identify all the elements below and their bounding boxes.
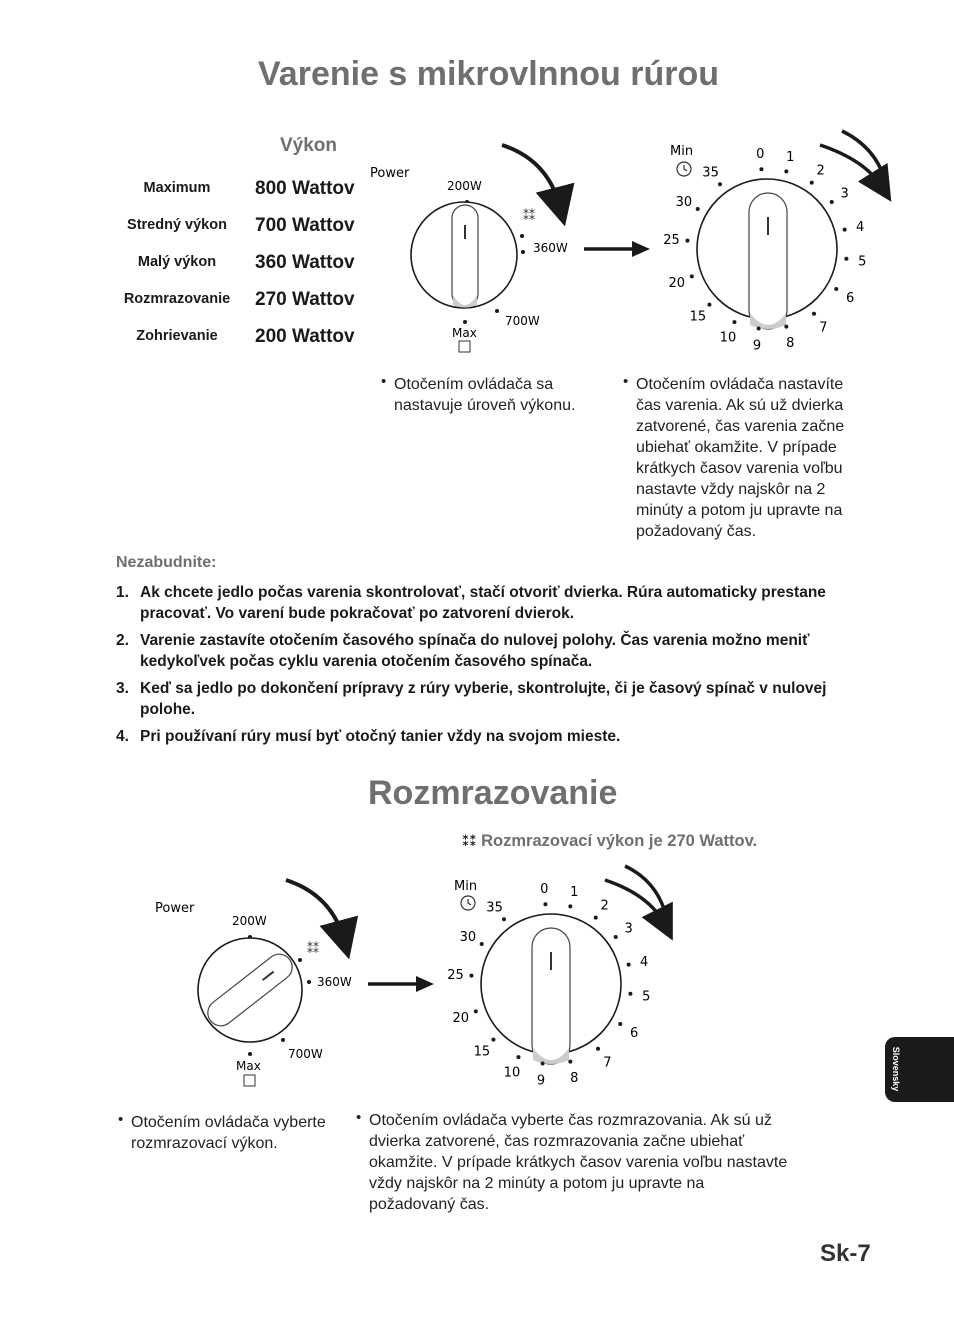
dial-label-200w: 200W <box>232 914 267 928</box>
timer-tick <box>614 935 618 939</box>
timer-tick <box>618 1022 622 1026</box>
timer-number-label: 10 <box>503 1065 521 1081</box>
max-icon <box>459 341 470 352</box>
dial-label-700w: 700W <box>505 314 540 328</box>
knob-grip <box>749 193 787 329</box>
timer-tick <box>696 207 700 211</box>
knob-grip <box>452 205 478 307</box>
timer-tick <box>541 1062 545 1066</box>
note-item: 4. Pri používaní rúry musí byť otočný tanier vždy na svojom mieste. <box>116 728 621 745</box>
section-title-cooking: Varenie s mikrovlnnou rúrou <box>258 55 720 93</box>
timer-number-label: 1 <box>570 884 579 900</box>
timer-min-label: Min <box>454 879 478 894</box>
dial-tick <box>521 250 525 254</box>
timer-number-label: 4 <box>640 954 649 970</box>
language-tab: Slovensky <box>885 1037 954 1102</box>
timer-number-label: 3 <box>624 921 633 937</box>
timer-tick <box>784 169 788 173</box>
timer-number-label: 2 <box>816 163 825 179</box>
power-heading: Výkon <box>280 135 338 156</box>
rotate-arrow-icon <box>605 880 665 925</box>
timer-tick <box>685 239 689 243</box>
dial-tick <box>248 1052 252 1056</box>
power-mode-label: Malý výkon <box>137 254 217 270</box>
note-item: 3. Keď sa jedlo po dokončení prípravy z rúry vyberie, skontrolujte, či je časový spínač v nulovej polohe. <box>116 680 827 718</box>
timer-number-label: 5 <box>642 989 651 1005</box>
note-item: 2. Varenie zastavíte otočením časového spínača do nulovej polohy. Čas varenia možno meniť kedykoľvek počas cyklu varenia otočením časového spínača. <box>116 632 810 670</box>
defrost-icon: ⁑⁑ <box>462 833 477 849</box>
timer-number-label: 25 <box>663 232 680 248</box>
right-arrow-icon <box>582 238 652 260</box>
timer-number-label: 6 <box>629 1026 639 1041</box>
timer-tick <box>474 1009 478 1013</box>
power-watts-label: 700 Wattov <box>255 215 355 236</box>
timer-number-label: 35 <box>702 165 719 181</box>
page-number: Sk-7 <box>820 1240 871 1267</box>
dial-tick <box>463 320 467 324</box>
defrost-timer-caption: • Otočením ovládača vyberte čas rozmrazovania. Ak sú už dvierka zatvorené, čas rozmrazovania začne ubiehať okamžite. V prípade krátkych časov varenia voľbu nastavte vždy najskôr na 2 minúty a potom ju upravte na požadovaný čas. <box>356 1109 788 1213</box>
timer-number-label: 6 <box>845 291 855 306</box>
timer-number-label: 15 <box>689 309 707 325</box>
timer-number-label: 3 <box>840 186 849 202</box>
knob-grip <box>532 928 570 1064</box>
timer-tick <box>480 942 484 946</box>
timer-tick <box>812 312 816 316</box>
rotate-arrow-icon <box>820 145 882 187</box>
right-arrow-icon <box>366 973 436 995</box>
timer-tick <box>707 303 711 307</box>
dial-tick <box>495 309 499 313</box>
power-watts-label: 200 Wattov <box>255 326 355 347</box>
timer-number-label: 0 <box>756 147 765 163</box>
timer-tick <box>568 1060 572 1064</box>
max-icon <box>244 1075 255 1086</box>
timer-tick <box>718 182 722 186</box>
timer-number-label: 7 <box>819 320 828 336</box>
dial-label-360w: 360W <box>533 241 568 255</box>
note-item: 1. Ak chcete jedlo počas varenia skontrolovať, stačí otvoriť dvierka. Rúra automaticky prestane pracovať. Vo varení bude pokračovať po zatvorení dvierok. <box>116 584 826 622</box>
timer-number-label: 10 <box>719 330 737 346</box>
timer-tick <box>830 200 834 204</box>
timer-tick <box>502 917 506 921</box>
rotate-arrow-icon <box>502 145 560 207</box>
timer-number-label: 9 <box>536 1073 546 1089</box>
dial-label-200w: 200W <box>447 179 482 193</box>
timer-number-label: 1 <box>786 149 795 165</box>
power-mode-label: Stredný výkon <box>127 217 227 233</box>
power-watts-label: 800 Wattov <box>255 178 355 199</box>
defrost-icon: ⁑⁑ <box>307 942 319 956</box>
timer-number-label: 25 <box>447 967 464 983</box>
dial-label-max: Max <box>236 1059 261 1073</box>
power-mode-label: Maximum <box>143 180 211 196</box>
power-mode-label: Zohrievanie <box>136 328 218 344</box>
power-dial-illustration <box>150 870 370 1095</box>
timer-min-label: Min <box>670 144 694 159</box>
power-watts-label: 360 Wattov <box>255 252 355 273</box>
timer-tick <box>844 257 848 261</box>
power-watts-label: 270 Wattov <box>255 289 355 310</box>
timer-number-label: 8 <box>786 336 795 352</box>
timer-tick <box>594 916 598 920</box>
timer-caption: • Otočením ovládača nastavíte čas varenia. Ak sú už dvierka zatvorené, čas varenia začne ubiehať okamžite. V prípade krátkych časov varenia voľbu nastavte vždy najskôr na 2 minúty a potom ju upravte na požadovaný čas. <box>623 373 845 540</box>
timer-tick <box>543 902 547 906</box>
power-label: Power <box>155 901 195 916</box>
timer-tick <box>759 167 763 171</box>
timer-tick <box>732 320 736 324</box>
power-label: Power <box>370 166 410 181</box>
timer-tick <box>834 287 838 291</box>
timer-dial-illustration <box>445 860 685 1100</box>
timer-number-label: 4 <box>856 219 865 235</box>
timer-tick <box>784 325 788 329</box>
dial-label-700w: 700W <box>288 1047 323 1061</box>
timer-number-label: 20 <box>452 1010 470 1026</box>
defrost-icon: ⁑⁑ <box>523 209 535 223</box>
power-caption: • Otočením ovládača sa nastavuje úroveň výkonu. <box>381 373 576 414</box>
defrost-note: ⁑⁑ Rozmrazovací výkon je 270 Wattov. <box>462 832 758 850</box>
timer-number-label: 30 <box>459 930 477 945</box>
dial-tick <box>281 1038 285 1042</box>
timer-number-label: 5 <box>858 254 867 270</box>
power-mode-label: Rozmrazovanie <box>123 291 231 307</box>
dial-tick <box>520 234 524 238</box>
dial-tick <box>307 980 311 984</box>
timer-tick <box>491 1038 495 1042</box>
defrost-power-caption: • Otočením ovládača vyberte rozmrazovací výkon. <box>118 1111 326 1152</box>
timer-number-label: 0 <box>540 882 549 898</box>
timer-number-label: 30 <box>675 195 693 210</box>
timer-tick <box>757 327 761 331</box>
notes-heading: Nezabudnite: <box>116 554 217 571</box>
timer-tick <box>843 228 847 232</box>
dial-label-max: Max <box>452 326 477 340</box>
timer-tick <box>516 1055 520 1059</box>
timer-tick <box>568 904 572 908</box>
rotate-arrow-icon <box>286 880 344 940</box>
timer-tick <box>627 963 631 967</box>
timer-dial-illustration <box>660 125 900 365</box>
section-title-defrost: Rozmrazovanie <box>368 774 618 812</box>
dial-label-360w: 360W <box>317 975 352 989</box>
timer-number-label: 8 <box>570 1071 579 1087</box>
dial-tick <box>298 958 302 962</box>
timer-tick <box>596 1047 600 1051</box>
timer-number-label: 7 <box>603 1055 612 1071</box>
timer-tick <box>810 181 814 185</box>
timer-tick <box>690 274 694 278</box>
timer-number-label: 15 <box>473 1044 491 1060</box>
timer-tick <box>628 992 632 996</box>
timer-number-label: 9 <box>752 338 762 354</box>
timer-number-label: 2 <box>600 898 609 914</box>
timer-tick <box>469 974 473 978</box>
timer-number-label: 20 <box>668 275 686 291</box>
power-dial-illustration <box>360 135 585 360</box>
timer-number-label: 35 <box>486 900 503 916</box>
